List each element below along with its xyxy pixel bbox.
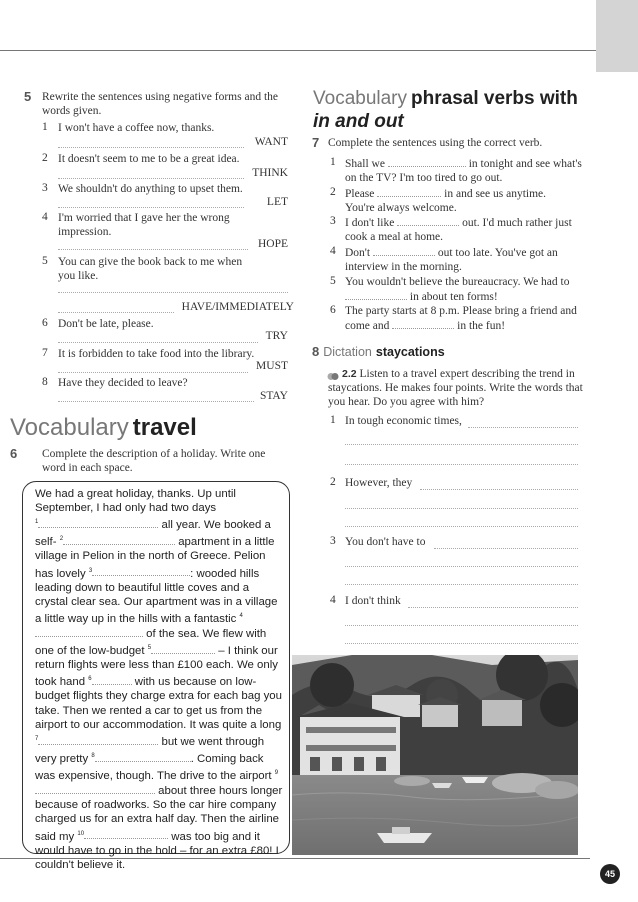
- ex7-item-6-b: in the fun!: [457, 320, 506, 332]
- ex5-item-6-number: 6: [42, 317, 48, 329]
- ex7-item-2-gap[interactable]: [377, 186, 441, 197]
- ex8-item-1-number: 1: [330, 414, 336, 426]
- gap-6-number: 6: [88, 676, 92, 683]
- vocab-travel-heading-grey: Vocabulary: [10, 414, 129, 441]
- ex5-item-5-number: 5: [42, 255, 48, 267]
- ex5-item-5-text: You can give the book back to me when you like.: [58, 256, 243, 282]
- holiday-story-text: [35, 487, 285, 872]
- ex5-item-5-answer-line-2[interactable]: [58, 312, 174, 313]
- gap-1-number: 1: [35, 519, 39, 526]
- ex5-item-6-keyword: TRY: [265, 330, 288, 342]
- ex7-item-6-gap[interactable]: [392, 318, 454, 329]
- ex5-instruction: Rewrite the sentences using negative forms and the words given.: [42, 91, 278, 117]
- ex5-item-1-number: 1: [42, 121, 48, 133]
- gap-10[interactable]: [84, 828, 168, 839]
- ex5-number: 5: [24, 89, 32, 104]
- gap-2[interactable]: [63, 534, 175, 545]
- ex5-item-6-text: Don't be late, please.: [58, 318, 154, 330]
- ex7-item-4-b: out too late. You've got an interview in the morning.: [345, 247, 558, 273]
- gap-9[interactable]: [35, 783, 155, 794]
- ex5-item-5-answer-line-1[interactable]: [58, 292, 288, 293]
- story-part-7: but we went through very pretty: [35, 735, 265, 765]
- ex8-item-1-text: In tough economic times,: [345, 415, 462, 427]
- ex8-title-grey: Dictation: [323, 345, 372, 359]
- story-part-4: of the sea. We flew with one of the low-budget: [35, 628, 267, 658]
- gap-3[interactable]: [92, 565, 190, 576]
- ex8-item-3-line-3[interactable]: [345, 584, 578, 585]
- ex8-audio-track: 2.2: [342, 368, 357, 380]
- ex7-item-5-b: in about ten forms!: [409, 291, 498, 303]
- story-part-5: – I think our return flights were less than £100 each. We only took hand: [35, 645, 278, 689]
- ex8-instruction-text: Listen to a travel expert describing the trend in staycations. He makes four points. Write the words that you hear. Do you agree with him?: [328, 368, 583, 408]
- gap-10-number: 10: [77, 830, 85, 837]
- ex8-item-4-line-2[interactable]: [345, 625, 578, 626]
- ex7-item-3: [345, 215, 585, 244]
- ex7-item-3-b: out. I'd much rather just cook a meal at home.: [345, 217, 572, 243]
- ex7-item-3-number: 3: [330, 215, 336, 227]
- ex7-item-2-a: Please: [345, 188, 375, 200]
- ex5-item-2-number: 2: [42, 152, 48, 164]
- ex5-item-3-number: 3: [42, 182, 48, 194]
- ex7-item-1-b: in tonight and see what's on the TV? I'm too tired to go out.: [345, 158, 582, 184]
- gap-7[interactable]: [38, 734, 158, 745]
- story-intro: We had a great holiday, thanks. Up until September, I had only had two days: [35, 488, 236, 515]
- ex5-item-4-number: 4: [42, 211, 48, 223]
- story-part-10: was too big and it would have to go in the hold – for an extra £80! I couldn't believe it.: [35, 830, 279, 871]
- ex8-item-2-line-3[interactable]: [345, 526, 578, 527]
- ex8-instruction: [328, 367, 590, 409]
- story-part-3: : wooded hills leading down to beautiful little coves and a crystal clear sea. Our apartment was in a village a little way up in the hills with a fantastic: [35, 567, 278, 625]
- story-part-2: apartment in a little village in Pelion in the north of Greece. Pelion has lovely: [35, 536, 275, 580]
- ex7-item-1-a: Shall we: [345, 158, 385, 170]
- ex5-item-8-number: 8: [42, 376, 48, 388]
- story-part-8: . Coming back was expensive, though. The drive to the airport: [35, 752, 272, 782]
- ex5-item-2-text: It doesn't seem to me to be a great idea.: [58, 153, 240, 165]
- gap-4[interactable]: [35, 626, 143, 637]
- gap-4-number: 4: [239, 613, 243, 620]
- ex7-item-5-number: 5: [330, 275, 336, 287]
- ex5-item-7-number: 7: [42, 347, 48, 359]
- ex5-item-6-answer-line[interactable]: [58, 342, 258, 343]
- vocab-travel-heading: [10, 414, 197, 442]
- vocab-phrasal-heading-bold: phrasal verbs with: [411, 88, 578, 109]
- ex7-item-3-gap[interactable]: [397, 215, 459, 226]
- gap-7-number: 7: [35, 736, 39, 743]
- ex7-item-4-a: Don't: [345, 247, 371, 259]
- ex8-item-2-line-2[interactable]: [345, 508, 578, 509]
- ex7-item-5-gap[interactable]: [345, 289, 407, 300]
- gap-1[interactable]: [38, 517, 158, 528]
- ex5-item-3-text: We shouldn't do anything to upset them.: [58, 183, 243, 195]
- gap-2-number: 2: [59, 536, 64, 543]
- gap-3-number: 3: [88, 567, 93, 574]
- ex5-item-3-keyword: LET: [266, 196, 288, 208]
- ex5-item-8-keyword: STAY: [259, 390, 288, 402]
- vocab-phrasal-heading: [313, 88, 613, 133]
- page-tab: [596, 0, 638, 72]
- ex7-item-6-number: 6: [330, 304, 336, 316]
- ex5-item-8-text: Have they decided to leave?: [58, 377, 188, 389]
- ex5-item-2-keyword: THINK: [252, 167, 288, 179]
- ex7-item-4-number: 4: [330, 245, 336, 257]
- ex8-item-2-number: 2: [330, 476, 336, 488]
- ex8-item-1-line-2[interactable]: [345, 444, 578, 445]
- gap-5[interactable]: [151, 643, 215, 654]
- ex7-item-6: [345, 304, 581, 333]
- ex7-item-5-a: You wouldn't believe the bureaucracy. We had to: [345, 276, 570, 288]
- ex8-item-3-line-1[interactable]: [434, 548, 578, 549]
- ex7-item-6-a: The party starts at 8 p.m. Please bring a friend and come and: [345, 305, 577, 332]
- ex7-item-5: [345, 275, 581, 304]
- ex6-instruction: Complete the description of a holiday. Write one word in each space.: [42, 448, 266, 474]
- ex7-item-1-number: 1: [330, 156, 336, 168]
- ex8-item-4-number: 4: [330, 594, 336, 606]
- vocab-travel-heading-bold: travel: [132, 414, 197, 441]
- top-rule: [0, 50, 596, 51]
- village-sea-photo: [292, 655, 578, 855]
- vocab-phrasal-heading-grey: Vocabulary: [313, 88, 408, 109]
- ex7-item-1-gap[interactable]: [388, 156, 466, 167]
- vocab-phrasal-heading-line2: in and out: [313, 111, 404, 132]
- ex5-item-7-text: It is forbidden to take food into the library.: [58, 348, 255, 360]
- page-number: 45: [600, 864, 620, 884]
- ex8-item-1-line-1[interactable]: [468, 427, 578, 428]
- ex5-item-4-text: I'm worried that I gave her the wrong impression.: [58, 212, 230, 238]
- ex7-item-4-gap[interactable]: [373, 245, 435, 256]
- ex8-item-3-number: 3: [330, 535, 336, 547]
- ex8-item-4-line-1[interactable]: [408, 607, 578, 608]
- story-part-6: with us because on low-budget flights they charge extra for each bag you take. Then we rented a car to get us from the airport to our accommodation. It was quite a long: [35, 676, 282, 731]
- ex7-item-2-number: 2: [330, 186, 336, 198]
- ex8-number: 8: [312, 344, 320, 359]
- ex8-heading: [312, 343, 445, 361]
- ex8-item-3-text: You don't have to: [345, 536, 426, 548]
- holiday-story-box: [22, 481, 290, 871]
- gap-9-number: 9: [274, 770, 279, 777]
- ex5-item-1-keyword: WANT: [254, 136, 288, 148]
- gap-8[interactable]: [95, 751, 191, 762]
- ex8-item-4-line-3[interactable]: [345, 643, 578, 644]
- ex6-number: 6: [10, 446, 18, 461]
- ex5-item-1-text: I won't have a coffee now, thanks.: [58, 122, 215, 134]
- ex8-title-bold: staycations: [375, 345, 445, 359]
- story-part-1: all year. We booked a self-: [35, 519, 271, 549]
- ex8-item-4-text: I don't think: [345, 595, 401, 607]
- ex8-item-3-line-2[interactable]: [345, 566, 578, 567]
- ex7-instruction: Complete the sentences using the correct verb.: [328, 137, 543, 149]
- ex7-item-3-a: I don't like: [345, 217, 395, 229]
- ex5-item-5-keyword: HAVE/IMMEDIATELY: [181, 301, 294, 313]
- ex5-item-7-answer-line[interactable]: [58, 372, 248, 373]
- gap-8-number: 8: [91, 753, 95, 760]
- ex5-item-7-keyword: MUST: [256, 360, 288, 372]
- ex7-item-2-b: in and see us anytime. You're always welcome.: [345, 188, 547, 214]
- ex7-item-4: [345, 245, 585, 274]
- gap-6[interactable]: [92, 674, 132, 685]
- ex5-item-4-keyword: HOPE: [257, 238, 288, 250]
- ex8-item-2-text: However, they: [345, 477, 413, 489]
- ex7-item-1: [345, 156, 585, 185]
- ex7-number: 7: [312, 135, 320, 150]
- story-part-9: about three hours longer because of roadworks. So the car hire company charged us for an extra half day. Then the airline said my: [35, 785, 283, 843]
- ex7-item-2: [345, 186, 570, 215]
- ex8-item-2-line-1[interactable]: [420, 489, 578, 490]
- gap-5-number: 5: [147, 645, 152, 652]
- ex8-item-1-line-3[interactable]: [345, 464, 578, 465]
